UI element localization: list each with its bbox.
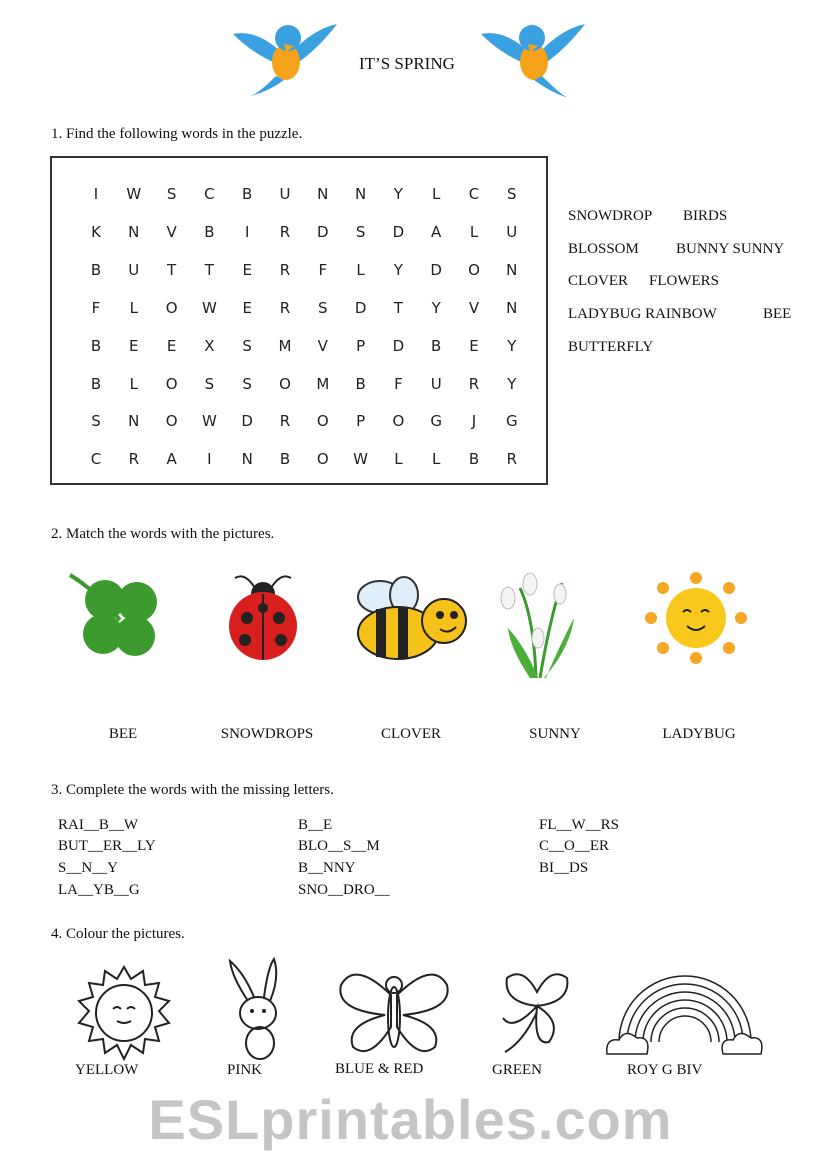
grid-letter: F bbox=[394, 374, 403, 393]
grid-letter: O bbox=[316, 412, 329, 431]
grid-letter: F bbox=[318, 260, 328, 279]
grid-letter: N bbox=[241, 450, 253, 469]
grid-letter: R bbox=[279, 412, 291, 431]
word-item: CLOVER bbox=[568, 273, 628, 289]
grid-letter: C bbox=[90, 450, 102, 469]
grid-letter: B bbox=[355, 374, 366, 393]
gap-word: B__NNY bbox=[298, 860, 356, 876]
grid-letter: L bbox=[356, 260, 365, 279]
grid-letter: K bbox=[91, 222, 101, 241]
rainbow-outline-image bbox=[605, 962, 765, 1060]
grid-letter: O bbox=[165, 374, 178, 393]
grid-letter: B bbox=[431, 336, 442, 355]
picture-label: BEE bbox=[108, 726, 138, 742]
section1-heading: 1. Find the following words in the puzzle. bbox=[51, 126, 303, 142]
word-item: BIRDS bbox=[683, 208, 728, 224]
colour-label: PINK bbox=[227, 1062, 263, 1078]
grid-letter: N bbox=[506, 298, 518, 317]
grid-letter: B bbox=[468, 450, 480, 469]
grid-letter: W bbox=[201, 412, 217, 431]
grid-letter: C bbox=[468, 185, 480, 203]
grid-letter: B bbox=[279, 450, 291, 469]
section2-heading: 2. Match the words with the pictures. bbox=[51, 526, 275, 542]
grid-letter: E bbox=[166, 336, 177, 355]
grid-letter: C bbox=[204, 185, 215, 203]
grid-letter: L bbox=[394, 450, 403, 469]
grid-letter: O bbox=[468, 260, 480, 279]
gap-word: BUT__ER__LY bbox=[58, 838, 156, 854]
grid-letter: E bbox=[469, 336, 479, 355]
grid-letter: L bbox=[129, 298, 138, 317]
grid-letter: S bbox=[204, 374, 215, 393]
grid-letter: D bbox=[430, 260, 442, 279]
grid-letter: S bbox=[166, 185, 177, 203]
picture-label: CLOVER bbox=[381, 726, 441, 742]
ladybug-image bbox=[225, 570, 301, 662]
grid-letter: B bbox=[242, 185, 253, 203]
grid-letter: N bbox=[506, 260, 518, 279]
grid-letter: R bbox=[468, 374, 480, 393]
watermark: ESLprintables.com bbox=[148, 1088, 673, 1151]
grid-letter: A bbox=[166, 450, 177, 469]
sun-image bbox=[643, 570, 749, 666]
grid-letter: G bbox=[505, 412, 518, 431]
grid-letter: O bbox=[165, 298, 178, 317]
grid-letter: B bbox=[204, 222, 215, 241]
grid-letter: D bbox=[392, 222, 405, 241]
clover-outline-image bbox=[493, 962, 581, 1056]
grid-letter: Y bbox=[507, 374, 517, 393]
grid-letter: I bbox=[207, 450, 212, 469]
word-item: BUNNY SUNNY bbox=[676, 241, 785, 257]
clover-image bbox=[65, 570, 173, 668]
grid-letter: G bbox=[430, 412, 442, 431]
page-title: IT’S SPRING bbox=[359, 54, 455, 73]
butterfly-outline-image bbox=[335, 965, 453, 1059]
grid-letter: L bbox=[469, 222, 479, 241]
grid-letter: F bbox=[91, 298, 101, 317]
bee-image bbox=[348, 575, 470, 663]
grid-letter: M bbox=[316, 374, 330, 393]
grid-letter: U bbox=[430, 374, 442, 393]
gap-word: S__N__Y bbox=[58, 860, 119, 876]
grid-letter: L bbox=[432, 185, 441, 203]
grid-letter: R bbox=[128, 450, 140, 469]
grid-letter: D bbox=[392, 336, 405, 355]
grid-letter: Y bbox=[431, 298, 441, 317]
grid-letter: R bbox=[506, 450, 518, 469]
word-search-grid bbox=[50, 156, 548, 485]
grid-letter: T bbox=[167, 260, 177, 279]
grid-letter: P bbox=[356, 336, 366, 355]
grid-letter: T bbox=[204, 260, 214, 279]
grid-letter: W bbox=[353, 450, 369, 469]
word-item: FLOWERS bbox=[649, 273, 720, 289]
grid-letter: L bbox=[432, 450, 441, 469]
grid-letter: B bbox=[90, 336, 102, 355]
grid-letter: N bbox=[354, 185, 367, 203]
word-item: SNOWDROP bbox=[568, 208, 653, 224]
bunny-outline-image bbox=[218, 957, 298, 1061]
grid-letter: W bbox=[201, 298, 217, 317]
grid-letter: D bbox=[241, 412, 253, 431]
grid-letter: D bbox=[317, 222, 329, 241]
grid-letter: S bbox=[318, 298, 328, 317]
grid-letter: O bbox=[392, 412, 405, 431]
grid-letter: I bbox=[93, 185, 99, 203]
grid-letter: S bbox=[91, 412, 101, 431]
grid-letter: E bbox=[242, 260, 252, 279]
grid-letter: V bbox=[468, 298, 480, 317]
grid-letter: N bbox=[128, 222, 140, 241]
grid-letter: L bbox=[129, 374, 138, 393]
colour-label: BLUE & RED bbox=[335, 1061, 424, 1077]
snowdrop-image bbox=[490, 558, 582, 680]
grid-letter: S bbox=[507, 185, 517, 203]
picture-label: SNOWDROPS bbox=[220, 726, 314, 742]
gap-word: BLO__S__M bbox=[298, 838, 380, 854]
picture-label: LADYBUG bbox=[662, 726, 736, 742]
grid-letter: Y bbox=[507, 336, 517, 355]
grid-letter: O bbox=[165, 412, 178, 431]
word-item: BLOSSOM bbox=[568, 241, 639, 257]
grid-letter: E bbox=[242, 298, 252, 317]
grid-letter: A bbox=[431, 222, 442, 241]
grid-letter: S bbox=[242, 336, 252, 355]
grid-letter: S bbox=[355, 222, 366, 241]
word-item: BEE bbox=[763, 306, 792, 322]
word-item: BUTTERFLY bbox=[568, 339, 654, 355]
grid-letter: U bbox=[279, 185, 291, 203]
gap-word: RAI__B__W bbox=[58, 817, 138, 833]
word-item: LADYBUG RAINBOW bbox=[568, 306, 717, 322]
gap-word: B__E bbox=[298, 817, 333, 833]
grid-letter: V bbox=[317, 336, 328, 355]
colour-label: YELLOW bbox=[75, 1062, 139, 1078]
gap-word: SNO__DRO__ bbox=[298, 882, 390, 898]
grid-letter: P bbox=[356, 412, 366, 431]
grid-letter: U bbox=[506, 222, 518, 241]
grid-letter: N bbox=[128, 412, 140, 431]
colour-label: GREEN bbox=[492, 1062, 542, 1078]
gap-word: C__O__ER bbox=[539, 838, 610, 854]
grid-letter: W bbox=[126, 185, 142, 203]
grid-letter: E bbox=[129, 336, 139, 355]
grid-letter: I bbox=[244, 222, 250, 241]
grid-letter: R bbox=[279, 260, 291, 279]
grid-letter: R bbox=[279, 222, 291, 241]
grid-letter: M bbox=[278, 336, 292, 355]
grid-letter: B bbox=[90, 374, 102, 393]
grid-letter: Y bbox=[393, 260, 403, 279]
grid-letter: X bbox=[204, 336, 215, 355]
gap-word: FL__W__RS bbox=[539, 817, 620, 833]
section4-heading: 4. Colour the pictures. bbox=[51, 926, 185, 942]
grid-letter: B bbox=[90, 260, 102, 279]
picture-label: SUNNY bbox=[529, 726, 581, 742]
bird-left-image bbox=[228, 14, 342, 100]
grid-letter: U bbox=[128, 260, 140, 279]
grid-letter: N bbox=[317, 185, 329, 203]
grid-letter: S bbox=[242, 374, 252, 393]
grid-letter: D bbox=[354, 298, 367, 317]
colour-label: ROY G BIV bbox=[627, 1062, 703, 1078]
gap-word: BI__DS bbox=[539, 860, 589, 876]
grid-letter: Y bbox=[393, 185, 403, 203]
gap-word: LA__YB__G bbox=[58, 882, 140, 898]
grid-letter: O bbox=[279, 374, 291, 393]
grid-letter: O bbox=[316, 450, 329, 469]
grid-letter: V bbox=[166, 222, 177, 241]
sun-outline-image bbox=[75, 965, 173, 1061]
grid-letter: R bbox=[279, 298, 291, 317]
grid-letter: J bbox=[471, 412, 477, 431]
grid-letter: T bbox=[393, 298, 403, 317]
bird-right-image bbox=[475, 14, 591, 100]
section3-heading: 3. Complete the words with the missing letters. bbox=[51, 782, 334, 798]
